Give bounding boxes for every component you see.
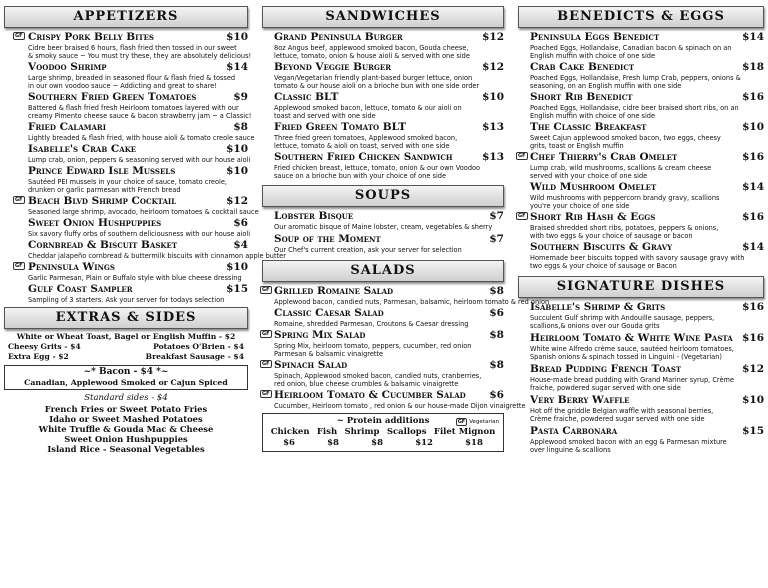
protein-name: Scallops xyxy=(386,427,427,437)
item-name-row xyxy=(28,195,248,208)
menu-item xyxy=(0,217,252,238)
item-price: $15 xyxy=(226,283,248,295)
salads-list xyxy=(258,285,550,410)
item-name-row xyxy=(274,210,504,223)
item-name-row xyxy=(530,332,764,345)
item-price: $16 xyxy=(742,332,764,344)
item-description: House-made bread pudding with Grand Mariner syrup, Crème xyxy=(530,376,735,384)
item-price: $6 xyxy=(233,217,248,229)
item-name-row xyxy=(28,165,248,178)
item-name-row xyxy=(530,394,764,407)
item-name: Spinach Salad xyxy=(274,359,348,371)
extras-text: Breakfast Sausage - $4 xyxy=(145,352,244,361)
item-description: red onion, blue cheese crumbles & balsamic vinaigrette xyxy=(274,380,459,388)
item-name-row xyxy=(530,151,764,164)
item-description: Our Chef's current creation, ask your server for selection xyxy=(274,246,462,254)
item-price: $15 xyxy=(742,425,764,437)
gf-icon: GF xyxy=(262,331,270,337)
menu-item xyxy=(258,233,508,254)
item-price: $12 xyxy=(226,195,248,207)
item-name-row xyxy=(28,31,248,44)
menu-item xyxy=(514,181,768,210)
item-price: $6 xyxy=(489,307,504,319)
item-description: Cheddar jalapeño cornbread & buttermilk biscuits with cinnamon apple butter xyxy=(28,252,286,260)
benedicts-list xyxy=(514,31,768,270)
item-description: Wild mushrooms with peppercorn brandy gravy, scallions xyxy=(530,194,720,202)
item-price: $12 xyxy=(482,31,504,43)
item-name: Very Berry Waffle xyxy=(530,394,630,406)
extras-text: Potatoes O'Brien - $4 xyxy=(153,342,244,351)
column-middle xyxy=(258,0,550,588)
item-price: $8 xyxy=(489,359,504,371)
item-description: Lump crab, onion, peppers & seasoning served with our house aioli xyxy=(28,156,251,164)
item-name-row xyxy=(274,151,504,164)
item-price: $16 xyxy=(742,151,764,163)
item-price: $10 xyxy=(226,31,248,43)
gf-icon: GF xyxy=(262,361,270,367)
item-price: $10 xyxy=(742,394,764,406)
item-name-row xyxy=(530,211,764,224)
bacon-title: ~* Bacon - $4 *~ xyxy=(83,367,169,377)
item-name-row xyxy=(274,329,504,342)
signature-list xyxy=(514,301,768,454)
protein-price: $18 xyxy=(465,438,483,448)
protein-name: Chicken xyxy=(270,427,310,437)
item-description: & smoky sauce ~ You must try these, they are absolutely delicious! xyxy=(28,52,252,60)
item-name: Crispy Pork Belly Bites xyxy=(28,31,154,43)
item-description: scallions,& onions over our Gouda grits xyxy=(530,322,660,330)
menu-item xyxy=(514,425,768,454)
item-price: $13 xyxy=(482,151,504,163)
benedicts-header: BENEDICTS & EGGS xyxy=(518,6,764,28)
menu-item xyxy=(0,61,252,90)
extras-line xyxy=(8,342,244,352)
menu-item xyxy=(514,363,768,392)
item-name: Fried Green Tomato BLT xyxy=(274,121,407,133)
item-price: $13 xyxy=(482,121,504,133)
gf-icon: GF xyxy=(15,263,23,269)
item-description: Seasoned large shrimp, avocado, heirloom tomatoes & cocktail sauce xyxy=(28,208,259,216)
item-description: Sautéed PEI mussels in your choice of sauce, tomato creole, xyxy=(28,178,227,186)
item-description: Our aromatic bisque of Maine lobster, cream, vegetables & sherry xyxy=(274,223,493,231)
item-description: Parmesan & balsamic vinaigrette xyxy=(274,350,384,358)
menu-item xyxy=(0,91,252,120)
item-price: $14 xyxy=(226,61,248,73)
menu-item xyxy=(0,121,255,142)
menu-item xyxy=(514,211,768,240)
item-description: Spanish onions & spinach tossed in Linguini - (Vegetarian) xyxy=(530,353,722,361)
item-price: $16 xyxy=(742,91,764,103)
item-description: Battered & flash fried fresh Heirloom tomatoes layered with our xyxy=(28,104,239,112)
item-description: Lump crab, wild mushrooms, scallions & cream cheese xyxy=(530,164,712,172)
item-description: creamy Pimento cheese sauce & bacon strawberry jam ~ a Classic! xyxy=(28,112,252,120)
item-description: Sweet Cajun applewood smoked bacon, two eggs, cheesy xyxy=(530,134,721,142)
menu-item xyxy=(0,195,259,216)
item-name: Cornbread & Biscuit Basket xyxy=(28,239,178,251)
item-description: Garlic Parmesan, Plain or Buffalo style with blue cheese dressing xyxy=(28,274,242,282)
item-name-row xyxy=(530,91,764,104)
item-description: Applewood bacon, candied nuts, Parmesan, balsamic, heirloom tomato & red onion xyxy=(274,298,550,306)
menu-item xyxy=(514,61,768,90)
protein-prices xyxy=(267,438,499,449)
item-name: Heirloom Tomato & White Wine Pasta xyxy=(530,332,733,344)
item-description: White wine Alfredo crème sauce, sautéed heirloom tomatoes, xyxy=(530,345,734,353)
item-price: $8 xyxy=(489,285,504,297)
item-price: $12 xyxy=(482,61,504,73)
item-description: Spring Mix, heirloom tomato, peppers, cucumber, red onion xyxy=(274,342,472,350)
menu-item xyxy=(514,241,768,270)
item-name: Sweet Onion Hushpuppies xyxy=(28,217,162,229)
menu-item xyxy=(0,283,252,304)
item-price: $10 xyxy=(742,121,764,133)
item-name: Prince Edward Isle Mussels xyxy=(28,165,176,177)
item-name-row xyxy=(274,389,504,402)
item-description: Romaine, shredded Parmesan, Croutons & Caesar dressing xyxy=(274,320,469,328)
item-name-row xyxy=(28,143,248,156)
item-name: Classic BLT xyxy=(274,91,339,103)
menu-item xyxy=(258,359,508,388)
item-description: Succulent Gulf shrimp with Andouille sausage, peppers, xyxy=(530,314,715,322)
item-price: $14 xyxy=(742,31,764,43)
extras-list xyxy=(0,332,252,362)
extras-line xyxy=(8,352,244,362)
item-description: drunken or garlic parmesan with French bread xyxy=(28,186,181,194)
appetizers-header: APPETIZERS xyxy=(4,6,248,28)
menu-item xyxy=(258,61,508,90)
item-name: Crab Cake Benedict xyxy=(530,61,635,73)
protein-price: $12 xyxy=(415,438,433,448)
item-description: Poached Eggs, Hollandaise, Fresh lump Crab, peppers, onions & xyxy=(530,74,741,82)
item-name: Lobster Bisque xyxy=(274,210,354,222)
gf-icon: GF xyxy=(262,391,270,397)
column-right xyxy=(514,0,768,588)
item-description: Braised shredded short ribs, potatoes, peppers & onions, xyxy=(530,224,719,232)
item-name: Isabelle's Shrimp & Grits xyxy=(530,301,666,313)
item-description: lettuce, tomato, onion & house aioli & served with one side xyxy=(274,52,470,60)
standard-side-line: Idaho or Sweet Mashed Potatoes xyxy=(49,414,203,424)
item-description: fraiche, powdered sugar served with one side xyxy=(530,384,681,392)
menu-item xyxy=(258,210,508,231)
item-name-row xyxy=(274,31,504,44)
appetizers-list xyxy=(0,31,286,304)
item-name-row xyxy=(28,239,248,252)
extras-text: White or Wheat Toast, Bagel or English Muffin - $2 xyxy=(16,332,236,341)
item-description: Fried chicken breast, lettuce, tomato, onion & our own Voodoo xyxy=(274,164,481,172)
item-description: with two eggs & your choice of sausage or bacon xyxy=(530,232,693,240)
item-name-row xyxy=(28,283,248,296)
item-description: Poached Eggs, Hollandaise, Canadian bacon & spinach on an xyxy=(530,44,732,52)
column-left xyxy=(0,0,286,588)
menu-item xyxy=(0,143,252,164)
item-price: $7 xyxy=(489,233,504,245)
item-price: $14 xyxy=(742,241,764,253)
menu-item xyxy=(514,394,768,423)
item-name: Beach Blvd Shrimp Cocktail xyxy=(28,195,177,207)
item-name-row xyxy=(530,121,764,134)
standard-side-line: Island Rice - Seasonal Vegetables xyxy=(47,444,205,454)
vegetarian-badge xyxy=(456,417,499,428)
item-price: $10 xyxy=(226,261,248,273)
item-description: Sampling of 3 starters. Ask your server for todays selection xyxy=(28,296,225,304)
item-description: seasoning, on an English muffin with one side xyxy=(530,82,682,90)
gf-icon: GF xyxy=(262,287,270,293)
menu-item xyxy=(258,151,508,180)
item-name-row xyxy=(530,301,764,314)
protein-names xyxy=(267,427,499,438)
item-name-row xyxy=(28,217,248,230)
item-description: you're your choice of one side xyxy=(530,202,630,210)
menu-item xyxy=(514,151,768,180)
item-name: Peninsula Eggs Benedict xyxy=(530,31,660,43)
menu-item xyxy=(258,91,508,120)
item-description: sauce on a brioche bun with your choice of one side xyxy=(274,172,447,180)
item-price: $18 xyxy=(742,61,764,73)
item-name: Peninsula Wings xyxy=(28,261,115,273)
item-description: Homemade beer biscuits topped with savory sausage gravy with xyxy=(530,254,745,262)
item-description: English muffin with choice of one side xyxy=(530,52,656,60)
item-name: Pasta Carbonara xyxy=(530,425,618,437)
item-description: served with your choice of one side xyxy=(530,172,648,180)
item-description: lettuce, tomato & aioli on toast, served with one side xyxy=(274,142,450,150)
item-name: Isabelle's Crab Cake xyxy=(28,143,137,155)
sandwiches-header: SANDWICHES xyxy=(262,6,504,28)
menu-item xyxy=(0,261,252,282)
item-price: $8 xyxy=(233,121,248,133)
sandwiches-list xyxy=(258,31,508,180)
item-description: Crème fraiche, powdered sugar served with one side xyxy=(530,415,705,423)
item-description: grits, toast or English muffin xyxy=(530,142,624,150)
protein-price: $6 xyxy=(283,438,295,448)
standard-side-line: French Fries or Sweet Potato Fries xyxy=(44,404,208,414)
item-name: Beyond Veggie Burger xyxy=(274,61,392,73)
protein-name: Shrimp xyxy=(344,427,380,437)
standard-side-line: White Truffle & Gouda Mac & Cheese xyxy=(38,424,214,434)
gf-icon: GF xyxy=(457,419,466,425)
protein-price: $8 xyxy=(327,438,339,448)
item-name: Fried Calamari xyxy=(28,121,107,133)
menu-item xyxy=(258,307,508,328)
item-description: Hot off the griddle Belgian waffle with seasonal berries, xyxy=(530,407,714,415)
item-name: Southern Fried Green Tomatoes xyxy=(28,91,197,103)
protein-title xyxy=(267,416,499,427)
item-price: $6 xyxy=(489,389,504,401)
menu-item xyxy=(0,239,286,260)
menu-item xyxy=(514,31,768,60)
item-name-row xyxy=(530,181,764,194)
item-description: Applewood smoked bacon, lettuce, tomato & our aioli on xyxy=(274,104,462,112)
item-name-row xyxy=(274,121,504,134)
item-name: Bread Pudding French Toast xyxy=(530,363,682,375)
item-description: Vegan/Vegetarian friendly plant-based burger lettuce, onion xyxy=(274,74,473,82)
menu-item xyxy=(258,285,550,306)
protein-name: Filet Mignon xyxy=(433,427,496,437)
item-description: Spinach, Applewood smoked bacon, candied nuts, cranberries, xyxy=(274,372,482,380)
item-name-row xyxy=(274,307,504,320)
item-description: Three fried green tomatoes, Applewood smoked bacon, xyxy=(274,134,458,142)
gf-icon: GF xyxy=(518,153,526,159)
gf-icon: GF xyxy=(15,33,23,39)
item-name: Southern Fried Chicken Sandwich xyxy=(274,151,453,163)
item-name: Gulf Coast Sampler xyxy=(28,283,133,295)
gf-icon: GF xyxy=(518,213,526,219)
item-description: two eggs & your choice of sausage or Bacon xyxy=(530,262,677,270)
item-name-row xyxy=(530,61,764,74)
standard-sides-title: Standard sides - $4 xyxy=(84,393,168,403)
item-description: over linguine & scallions xyxy=(530,446,611,454)
item-name: Grand Peninsula Burger xyxy=(274,31,403,43)
item-price: $14 xyxy=(742,181,764,193)
item-name: Voodoo Shrimp xyxy=(28,61,107,73)
item-price: $12 xyxy=(742,363,764,375)
bacon-options: Canadian, Applewood Smoked or Cajun Spiced xyxy=(24,378,228,387)
vegetarian-label: Vegetarian xyxy=(469,419,499,425)
item-description: Cucumber, Heirloom tomato , red onion & our house-made Dijon vinaigrette xyxy=(274,402,526,410)
protein-price: $8 xyxy=(371,438,383,448)
item-name: Soup of the Moment xyxy=(274,233,381,245)
menu-item xyxy=(258,329,508,358)
menu-item xyxy=(514,121,768,150)
salads-header: SALADS xyxy=(262,260,504,282)
item-description: Six savory fluffy orbs of southern deliciousness with our house aioli xyxy=(28,230,251,238)
item-description: Lightly breaded & flash fried, with house aioli & tomato creole sauce xyxy=(28,134,255,142)
item-name-row xyxy=(274,233,504,246)
item-name-row xyxy=(28,121,248,134)
gf-icon: GF xyxy=(15,197,23,203)
item-name-row xyxy=(28,261,248,274)
item-name: Classic Caesar Salad xyxy=(274,307,384,319)
item-name: Grilled Romaine Salad xyxy=(274,285,394,297)
item-description: 8oz Angus beef, applewood smoked bacon, Gouda cheese, xyxy=(274,44,469,52)
item-name-row xyxy=(530,363,764,376)
item-name-row xyxy=(530,425,764,438)
protein-name: Fish xyxy=(316,427,338,437)
item-description: toast and served with one side xyxy=(274,112,376,120)
item-description: Cidre beer braised 6 hours, flash fried then tossed in our sweet xyxy=(28,44,237,52)
item-name-row xyxy=(530,241,764,254)
item-name-row xyxy=(530,31,764,44)
item-name: Chef Thierry's Crab Omelet xyxy=(530,151,678,163)
item-name: Spring Mix Salad xyxy=(274,329,366,341)
item-price: $7 xyxy=(489,210,504,222)
item-name-row xyxy=(274,61,504,74)
extras-text: Extra Egg - $2 xyxy=(8,352,69,361)
item-description: in our own voodoo sauce ~ Addicting and great to share! xyxy=(28,82,217,90)
item-description: Applewood smoked bacon with an egg & Parmesan mixture xyxy=(530,438,727,446)
item-name: Short Rib Hash & Eggs xyxy=(530,211,656,223)
item-price: $4 xyxy=(233,239,248,251)
item-price: $10 xyxy=(226,165,248,177)
item-name-row xyxy=(28,91,248,104)
menu-item xyxy=(258,389,526,410)
standard-side-line: Sweet Onion Hushpuppies xyxy=(64,434,188,444)
menu-item xyxy=(514,91,768,120)
protein-title-text: ~ Protein additions xyxy=(336,416,430,426)
item-price: $9 xyxy=(233,91,248,103)
item-price: $16 xyxy=(742,211,764,223)
item-name: Heirloom Tomato & Cucumber Salad xyxy=(274,389,466,401)
standard-sides-list xyxy=(0,404,252,454)
menu-item xyxy=(514,332,768,361)
item-price: $8 xyxy=(489,329,504,341)
item-name-row xyxy=(274,91,504,104)
item-name-row xyxy=(28,61,248,74)
item-price: $16 xyxy=(742,301,764,313)
item-description: tomato & our house aioli on a brioche bun with one side order xyxy=(274,82,480,90)
item-name-row xyxy=(274,359,504,372)
extras-header: EXTRAS & SIDES xyxy=(4,307,248,329)
menu-item xyxy=(514,301,768,330)
item-description: Poached Eggs, Hollandaise, cidre beer braised short ribs, on an xyxy=(530,104,739,112)
extras-line xyxy=(8,332,244,342)
item-name: Southern Biscuits & Gravy xyxy=(530,241,673,253)
protein-additions-box xyxy=(262,413,504,452)
extras-text: Cheesy Grits - $4 xyxy=(8,342,81,351)
menu-item xyxy=(258,121,508,150)
item-price: $10 xyxy=(482,91,504,103)
item-name: Short Rib Benedict xyxy=(530,91,633,103)
item-description: English muffin with choice of one side xyxy=(530,112,656,120)
item-price: $10 xyxy=(226,143,248,155)
item-description: Large shrimp, breaded in seasoned flour & flash fried & tossed xyxy=(28,74,236,82)
soups-list xyxy=(258,210,508,254)
item-name: Wild Mushroom Omelet xyxy=(530,181,657,193)
soups-header: SOUPS xyxy=(262,185,504,207)
item-name-row xyxy=(274,285,504,298)
bacon-box xyxy=(4,365,248,390)
item-name: The Classic Breakfast xyxy=(530,121,647,133)
signature-header: SIGNATURE DISHES xyxy=(518,276,764,298)
menu-item xyxy=(0,165,252,194)
menu-item xyxy=(0,31,252,60)
menu-item xyxy=(258,31,508,60)
